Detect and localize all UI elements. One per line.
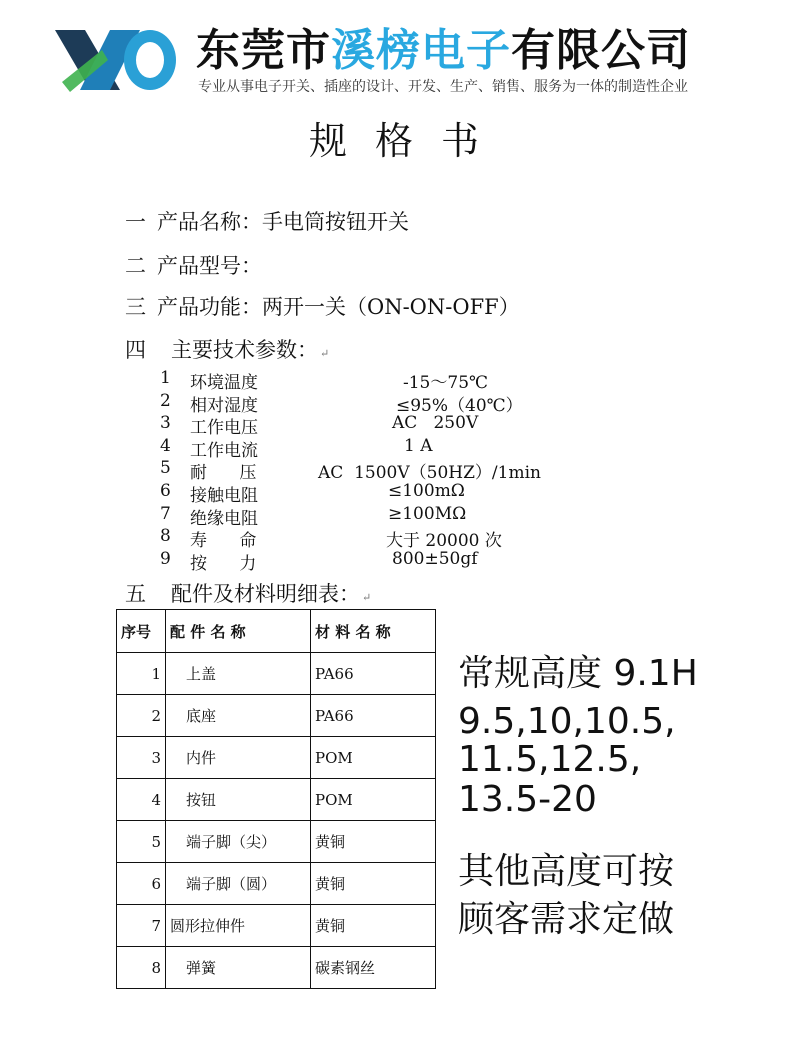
param-row [160, 435, 720, 461]
param-name: 工作电流 [190, 440, 258, 461]
section-parts-list: 五 配件及材料明细表： ↵ [125, 582, 372, 606]
table-header-row [117, 610, 436, 653]
row-index: 7 [117, 905, 166, 947]
param-name: 工作电压 [190, 418, 258, 439]
row-part-name: 弹簧 [166, 947, 311, 989]
row-part-name: 按钮 [166, 779, 311, 821]
param-name: 寿 命 [190, 531, 257, 552]
row-part-name: 底座 [166, 695, 311, 737]
row-index: 8 [117, 947, 166, 989]
param-name: 耐 压 [190, 463, 257, 484]
row-material: PA66 [311, 695, 436, 737]
row-index: 1 [117, 653, 166, 695]
param-index: 7 [160, 503, 171, 524]
param-value: ≤100mΩ [388, 481, 465, 501]
row-material: 碳素钢丝 [311, 947, 436, 989]
param-index: 1 [160, 368, 171, 388]
row-part-name: 端子脚（尖） [166, 821, 311, 863]
row-material: POM [311, 737, 436, 779]
param-row [160, 526, 720, 552]
parts-table [116, 609, 436, 989]
height-note-line-2: 9.5,10,10.5, [458, 701, 676, 742]
param-value: 大于 20000 次 [386, 531, 502, 552]
param-name: 接触电阻 [190, 486, 258, 506]
param-name: 绝缘电阻 [190, 508, 258, 529]
param-value: AC 250V [392, 413, 479, 434]
section-product-name: 一 产品名称：手电筒按钮开关 [125, 210, 409, 234]
section-product-function: 三 产品功能：两开一关（ON-ON-OFF） [125, 295, 520, 319]
param-value: ≥100MΩ [388, 503, 467, 524]
param-index: 6 [160, 481, 171, 501]
row-material: POM [311, 779, 436, 821]
table-row [117, 695, 436, 737]
table-row [117, 779, 436, 821]
param-row [160, 390, 720, 416]
table-row [117, 905, 436, 947]
param-name: 环境温度 [190, 373, 258, 393]
header-part-name: 配 件 名 称 [166, 610, 311, 653]
param-row [160, 503, 720, 529]
table-row [117, 653, 436, 695]
param-index: 9 [160, 548, 171, 569]
row-part-name: 圆形拉伸件 [166, 905, 311, 947]
row-index: 4 [117, 779, 166, 821]
param-value: 1 A [404, 435, 433, 456]
document-title: 规格书 [308, 119, 507, 163]
table-row [117, 863, 436, 905]
param-name: 按 力 [190, 553, 257, 574]
param-value: AC 1500V（50HZ）/1min [318, 463, 541, 484]
param-row [160, 458, 720, 484]
row-part-name: 内件 [166, 737, 311, 779]
height-note-line-1: 常规高度 9.1H [458, 653, 698, 694]
row-index: 3 [117, 737, 166, 779]
param-index: 8 [160, 526, 171, 547]
param-row [160, 481, 720, 506]
param-name: 相对湿度 [190, 395, 258, 416]
height-note-line-4: 13.5-20 [458, 779, 597, 820]
section-product-model: 二 产品型号： [125, 254, 262, 278]
row-index: 2 [117, 695, 166, 737]
company-slogan: 专业从事电子开关、插座的设计、开发、生产、销售、服务为一体的制造性企业 [198, 79, 688, 95]
table-row [117, 737, 436, 779]
company-name: 东莞市溪榜电子有限公司 [196, 25, 691, 76]
param-index: 2 [160, 390, 171, 411]
param-row [160, 548, 720, 574]
param-row [160, 368, 720, 393]
param-value: -15～75℃ [403, 373, 489, 393]
header-material: 材 料 名 称 [311, 610, 436, 653]
header-index: 序号 [117, 610, 166, 653]
param-value: ≤95%（40℃） [396, 395, 523, 416]
row-material: 黄铜 [311, 905, 436, 947]
section-tech-params: 四 主要技术参数： ↵ [125, 338, 330, 362]
param-index: 3 [160, 413, 171, 434]
param-index: 5 [160, 458, 171, 479]
row-part-name: 端子脚（圆） [166, 863, 311, 905]
company-logo-icon [50, 20, 180, 100]
param-row [160, 413, 720, 439]
height-note-line-3: 11.5,12.5, [458, 739, 642, 780]
custom-note-line-1: 其他高度可按 [458, 851, 675, 892]
table-row [117, 821, 436, 863]
param-value: 800±50gf [392, 548, 478, 569]
param-index: 4 [160, 435, 171, 456]
row-index: 5 [117, 821, 166, 863]
row-index: 6 [117, 863, 166, 905]
table-row [117, 947, 436, 989]
row-part-name: 上盖 [166, 653, 311, 695]
row-material: 黄铜 [311, 821, 436, 863]
row-material: PA66 [311, 653, 436, 695]
custom-note-line-2: 顾客需求定做 [458, 899, 675, 940]
row-material: 黄铜 [311, 863, 436, 905]
